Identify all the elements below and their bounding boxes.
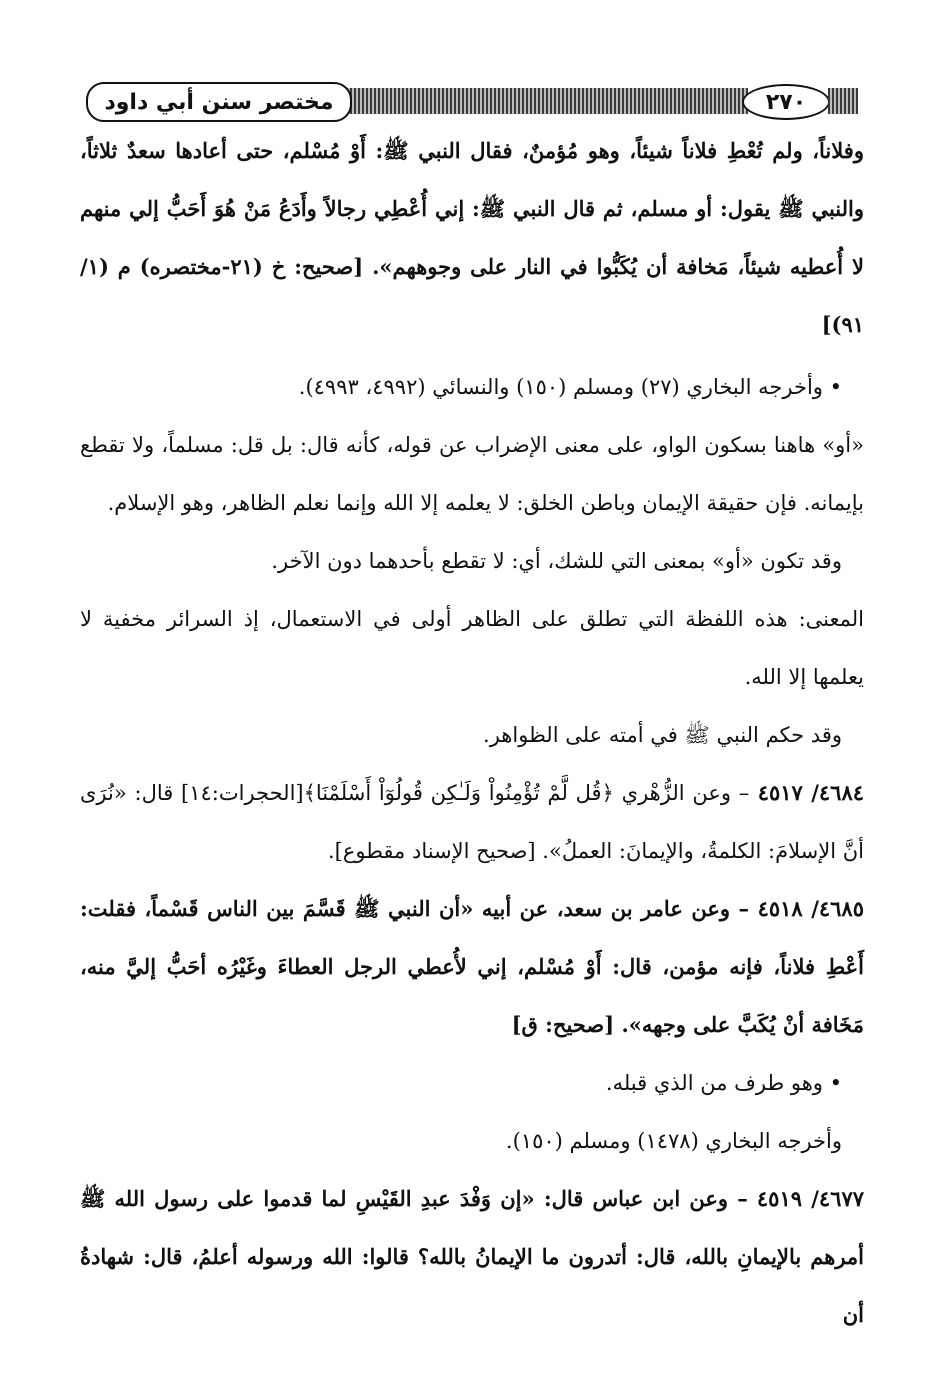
- hadith-number: ٤٦٧٧/ ٤٥١٩: [756, 1186, 865, 1211]
- paragraph-takhrij: وأخرجه البخاري (١٤٧٨) ومسلم (١٥٠).: [505, 1129, 842, 1153]
- hadith-number: ٤٦٨٤/ ٤٥١٧: [757, 780, 865, 805]
- page-body: [80, 122, 864, 1344]
- paragraph-takhrij: • وهو طرف من الذي قبله.: [605, 1071, 842, 1095]
- paragraph-hadith-continuation: وفلاناً، ولم تُعْطِ فلاناً شيئاً، وهو مُؤمنٌ، فقال النبي ﷺ: أَوْ مُسْلم، حتى أعادها سعدٌ ثلاثاً، والنبي ﷺ يقول: أو مسلم، ثم قال النبي ﷺ: إني أُعْطِي رجالاً وأَدَعُ مَنْ هُوَ أَحَبُّ إلي منهم لا أُعطيه شيئاً، مَخافة أن يُكَبُّوا في النار على وجوههم». [صحيح: خ (٢١-مختصره) م (١/ ٩١)]: [80, 138, 864, 337]
- paragraph-hadith: [80, 1170, 864, 1344]
- paragraph-commentary: وقد حكم النبي ﷺ في أمته على الظواهر.: [483, 723, 842, 747]
- hadith-text: – وعن ابن عباس قال: «إن وَفْدَ عبدِ القَيْسِ لما قدموا على رسول الله ﷺ أمرهم بالإيمانِ بالله، قال: أتدرون ما الإيمانُ بالله؟ قالوا: الله ورسوله أعلمُ، قال: شهادةُ أن: [80, 1186, 864, 1327]
- page-number: ٢٧٠: [742, 84, 830, 120]
- paragraph-commentary: «أو» هاهنا بسكون الواو، على معنى الإضراب عن قوله، كأنه قال: بل قل: مسلماً، ولا تقطع بإيمانه. فإن حقيقة الإيمان وباطن الخلق: لا يعلمه إلا الله وإنما نعلم الظاهر، وهو الإسلام.: [80, 433, 864, 515]
- header-stripe-end: [828, 88, 858, 114]
- paragraph-hadith: [80, 880, 864, 1054]
- hadith-text: – وعن الزُّهْري ﴿قُل لَّمْ تُؤْمِنُواْ وَلَـٰكِن قُولُوٓاْ أَسْلَمْنَا﴾[الحجرات:١٤] قال: «نُرَى أنَّ الإسلامَ: الكلمةُ، والإيمانَ: العملُ». [صحيح الإسناد مقطوع].: [80, 781, 864, 863]
- hadith-number: ٤٦٨٥/ ٤٥١٨: [757, 896, 864, 921]
- paragraph-hadith: [80, 764, 864, 880]
- book-title: مختصر سنن أبي داود: [86, 82, 352, 122]
- header-stripe: [338, 88, 748, 114]
- paragraph-commentary: المعنى: هذه اللفظة التي تطلق على الظاهر أولى في الاستعمال، إذ السرائر مخفية لا يعلمها إلا الله.: [80, 607, 864, 689]
- paragraph-takhrij: • وأخرجه البخاري (٢٧) ومسلم (١٥٠) والنسائي (٤٩٩٢، ٤٩٩٣).: [298, 375, 842, 399]
- hadith-text: – وعن عامر بن سعد، عن أبيه «أن النبي ﷺ قَسَّمَ بين الناس قَسْماً، فقلت: أَعْطِ فلاناً، فإنه مؤمن، قال: أَوْ مُسْلم، إني لأُعطي الرجل العطاءَ وغَيْرُه أحَبُّ إليَّ منه، مَخَافة أنْ يُكَبَّ على وجهه». [صحيح: ق]: [80, 896, 864, 1037]
- page-header: [78, 82, 858, 122]
- paragraph-commentary: وقد تكون «أو» بمعنى التي للشك، أي: لا تقطع بأحدهما دون الآخر.: [271, 549, 842, 573]
